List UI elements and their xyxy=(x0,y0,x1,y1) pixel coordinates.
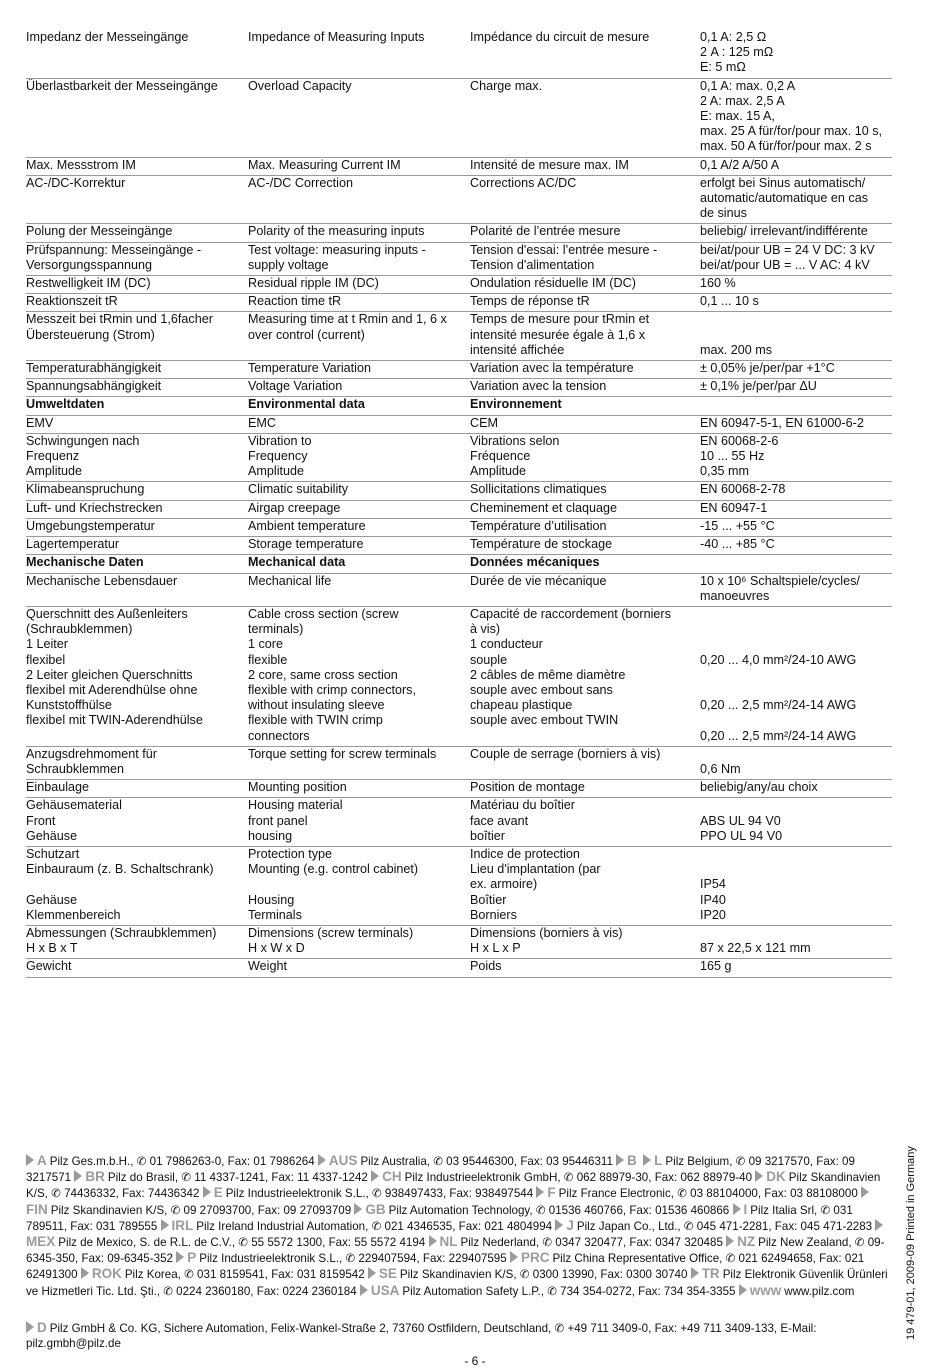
label-en: Mechanical data xyxy=(248,555,470,573)
label-en: Temperature Variation xyxy=(248,361,470,379)
country-code: TR xyxy=(701,1266,720,1282)
label-fr: Cheminement et claquage xyxy=(470,500,700,518)
label-fr: Poids xyxy=(470,959,700,977)
label-de: Gewicht xyxy=(26,959,248,977)
value: beliebig/any/au choix xyxy=(700,780,892,798)
contact-text: Pilz Korea, ✆ 031 8159541, Fax: 031 8159542 xyxy=(124,1268,365,1282)
headquarters-text: Pilz GmbH & Co. KG, Sichere Automation, Felix-Wankel-Straße 2, 73760 Ostfildern, Deutschland, ✆ +49 711 3409-0, Fax: +49 711 3409-133, E-Mail: pilz.gmbh@pilz.de xyxy=(26,1322,817,1351)
label-de: Überlastbarkeit der Messeingänge xyxy=(26,78,248,157)
contact-text: Pilz Skandinavien K/S, ✆ 09 27093700, Fax: 09 27093709 xyxy=(50,1203,352,1217)
value: EN 60068-2-78 xyxy=(700,482,892,500)
label-fr: Vibrations selon Fréquence Amplitude xyxy=(470,433,700,482)
country-code: E xyxy=(213,1185,223,1201)
spec-row xyxy=(26,606,892,746)
value: EN 60068-2-6 10 ... 55 Hz 0,35 mm xyxy=(700,433,892,482)
label-en: Impedance of Measuring Inputs xyxy=(248,30,470,78)
value: ± 0,1% je/per/par ΔU xyxy=(700,379,892,397)
label-fr: Impédance du circuit de mesure xyxy=(470,30,700,78)
country-code: J xyxy=(566,1217,574,1233)
country-code: PRC xyxy=(520,1250,550,1266)
country-code: NL xyxy=(439,1234,458,1250)
label-en: Environmental data xyxy=(248,397,470,415)
triangle-icon xyxy=(26,1321,34,1333)
label-en: Housing material front panel housing xyxy=(248,798,470,847)
triangle-icon xyxy=(739,1284,747,1296)
label-fr: Variation avec la tension xyxy=(470,379,700,397)
contact-text: Pilz Italia Srl, ✆ 031 789511, Fax: 031 789555 xyxy=(26,1203,853,1233)
spec-row xyxy=(26,242,892,275)
value: ± 0,05% je/per/par +1°C xyxy=(700,361,892,379)
label-de: Luft- und Kriechstrecken xyxy=(26,500,248,518)
label-de: AC-/DC-Korrektur xyxy=(26,175,248,224)
contact-text: Pilz Australia, ✆ 03 95446300, Fax: 03 95446311 xyxy=(360,1155,613,1168)
contact-text: Pilz New Zealand, ✆ 09- 6345-350, Fax: 09-6345-352 xyxy=(26,1236,885,1266)
triangle-icon xyxy=(875,1219,883,1231)
label-de: Restwelligkeit IM (DC) xyxy=(26,276,248,294)
contact-text: Pilz de Mexico, S. de R.L. de C.V., ✆ 55 5572 1300, Fax: 55 5572 4194 xyxy=(58,1236,426,1250)
label-fr: Ondulation résiduelle IM (DC) xyxy=(470,276,700,294)
label-de: Einbaulage xyxy=(26,780,248,798)
country-code: I xyxy=(743,1201,748,1217)
label-de: EMV xyxy=(26,415,248,433)
label-fr: Position de montage xyxy=(470,780,700,798)
label-de: Mechanische Daten xyxy=(26,555,248,573)
triangle-icon xyxy=(643,1154,651,1166)
country-code: ROK xyxy=(91,1266,122,1282)
label-fr: Matériau du boîtier face avant boîtier xyxy=(470,798,700,847)
country-code: IRL xyxy=(171,1217,194,1233)
spec-row xyxy=(26,157,892,175)
country-code: NZ xyxy=(737,1234,756,1250)
label-de: Klimabeanspruchung xyxy=(26,482,248,500)
contact-text: Pilz Automation Technology, ✆ 01536 460766, Fax: 01536 460866 xyxy=(388,1203,730,1217)
label-fr: Dimensions (borniers à vis) H x L x P xyxy=(470,925,700,958)
spec-row xyxy=(26,798,892,847)
country-code: BR xyxy=(85,1169,105,1185)
contact-text: Pilz Belgium, ✆ 09 3217570, Fax: 09 3217571 xyxy=(26,1155,855,1185)
label-fr: Intensité de mesure max. IM xyxy=(470,157,700,175)
value xyxy=(700,397,892,415)
triangle-icon xyxy=(755,1170,763,1182)
spec-row xyxy=(26,433,892,482)
label-de: Umgebungstemperatur xyxy=(26,518,248,536)
triangle-icon xyxy=(26,1154,34,1166)
spec-row xyxy=(26,294,892,312)
value: 0,1 A: 2,5 Ω 2 A : 125 mΩ E: 5 mΩ xyxy=(700,30,892,78)
contact-text: Pilz Skandinavien K/S, ✆ 74436332, Fax: 74436342 xyxy=(26,1171,881,1201)
spec-row xyxy=(26,361,892,379)
label-fr: Variation avec la température xyxy=(470,361,700,379)
contact-text: Pilz France Electronic, ✆ 03 88104000, Fax: 03 88108000 xyxy=(558,1187,858,1201)
triangle-icon xyxy=(81,1267,89,1279)
contact-text: Pilz do Brasil, ✆ 11 4337-1241, Fax: 11 4337-1242 xyxy=(107,1171,368,1185)
spec-row xyxy=(26,415,892,433)
triangle-icon xyxy=(429,1235,437,1247)
label-de: Prüfspannung: Messeingänge - Versorgungsspannung xyxy=(26,242,248,275)
label-fr: Température d’utilisation xyxy=(470,518,700,536)
value: erfolgt bei Sinus automatisch/ automatic/automatique en cas de sinus xyxy=(700,175,892,224)
triangle-icon xyxy=(861,1186,869,1198)
label-en: Protection type Mounting (e.g. control cabinet) Housing Terminals xyxy=(248,846,470,925)
label-en: Voltage Variation xyxy=(248,379,470,397)
label-de: Messzeit bei tRmin und 1,6facher Übersteuerung (Strom) xyxy=(26,312,248,361)
label-en: Ambient temperature xyxy=(248,518,470,536)
label-de: Umweltdaten xyxy=(26,397,248,415)
spec-row xyxy=(26,276,892,294)
triangle-icon xyxy=(616,1154,624,1166)
label-fr: Capacité de raccordement (borniers à vis) 1 conducteur souple 2 câbles de même diamètre souple avec embout sans chapeau plastique souple avec embout TWIN xyxy=(470,606,700,746)
label-de: Lagertemperatur xyxy=(26,537,248,555)
value: 160 % xyxy=(700,276,892,294)
label-en: Climatic suitability xyxy=(248,482,470,500)
triangle-icon xyxy=(354,1203,362,1215)
spec-row xyxy=(26,175,892,224)
country-code: CH xyxy=(382,1169,402,1185)
page-number: - 6 - xyxy=(464,1354,486,1368)
spec-row xyxy=(26,959,892,977)
spec-row xyxy=(26,537,892,555)
label-de: Querschnitt des Außenleiters (Schraubklemmen) 1 Leiter flexibel 2 Leiter gleichen Querschnitts flexibel mit Aderendhülse ohne Kunststoffhülse flexibel mit TWIN-Aderendhülse xyxy=(26,606,248,746)
country-code: B xyxy=(627,1153,637,1168)
value: EN 60947-1 xyxy=(700,500,892,518)
label-de: Polung der Messeingänge xyxy=(26,224,248,242)
country-code: F xyxy=(547,1185,556,1201)
spec-row xyxy=(26,78,892,157)
triangle-icon xyxy=(368,1267,376,1279)
label-fr: CEM xyxy=(470,415,700,433)
label-fr: Indice de protection Lieu d'implantation (par ex. armoire) Boîtier Borniers xyxy=(470,846,700,925)
triangle-icon xyxy=(536,1186,544,1198)
contact-text: Pilz Elektronik Güvenlik Ürünleri ve Hizmetleri Tic. Ltd. Şti., ✆ 0224 2360180, Fax: 0224 2360184 xyxy=(26,1268,888,1298)
contact-text: Pilz Skandinavien K/S, ✆ 0300 13990, Fax: 0300 30740 xyxy=(399,1268,688,1282)
contact-text: Pilz Industrieelektronik S.L., ✆ 229407594, Fax: 229407595 xyxy=(199,1252,507,1266)
label-en: Reaction time tR xyxy=(248,294,470,312)
value: 87 x 22,5 x 121 mm xyxy=(700,925,892,958)
label-en: Measuring time at t Rmin and 1, 6 x over control (current) xyxy=(248,312,470,361)
value: 0,6 Nm xyxy=(700,746,892,779)
value: 0,20 ... 4,0 mm²/24-10 AWG 0,20 ... 2,5 mm²/24-14 AWG 0,20 ... 2,5 mm²/24-14 AWG xyxy=(700,606,892,746)
triangle-icon xyxy=(203,1186,211,1198)
label-en: Torque setting for screw terminals xyxy=(248,746,470,779)
label-en: Residual ripple IM (DC) xyxy=(248,276,470,294)
value: -15 ... +55 °C xyxy=(700,518,892,536)
label-en: AC-/DC Correction xyxy=(248,175,470,224)
label-de: Gehäusematerial Front Gehäuse xyxy=(26,798,248,847)
value: beliebig/ irrelevant/indifférente xyxy=(700,224,892,242)
value: 0,1 A: max. 0,2 A 2 A: max. 2,5 A E: max. 15 A, max. 25 A für/for/pour max. 10 s, max. 50 A für/for/pour max. 2 s xyxy=(700,78,892,157)
label-en: Mounting position xyxy=(248,780,470,798)
triangle-icon xyxy=(510,1251,518,1263)
label-en: EMC xyxy=(248,415,470,433)
country-code: GB xyxy=(365,1201,386,1217)
contact-text: Pilz Ireland Industrial Automation, ✆ 021 4346535, Fax: 021 4804994 xyxy=(196,1219,553,1233)
country-code: SE xyxy=(378,1266,397,1282)
label-en: Polarity of the measuring inputs xyxy=(248,224,470,242)
country-code: D xyxy=(37,1320,47,1335)
print-info: 19 479-01, 2009-09 Printed in Germany xyxy=(905,1146,917,1340)
value: 0,1 ... 10 s xyxy=(700,294,892,312)
label-de: Schwingungen nach Frequenz Amplitude xyxy=(26,433,248,482)
contact-text: Pilz Nederland, ✆ 0347 320477, Fax: 0347 320485 xyxy=(460,1236,723,1250)
label-en: Overload Capacity xyxy=(248,78,470,157)
value: max. 200 ms xyxy=(700,312,892,361)
value: IP54 IP40 IP20 xyxy=(700,846,892,925)
label-de: Schutzart Einbauraum (z. B. Schaltschrank) Gehäuse Klemmenbereich xyxy=(26,846,248,925)
country-code: FIN xyxy=(26,1201,48,1217)
label-de: Spannungsabhängigkeit xyxy=(26,379,248,397)
label-en: Vibration to Frequency Amplitude xyxy=(248,433,470,482)
country-code: USA xyxy=(370,1282,400,1298)
spec-row xyxy=(26,500,892,518)
label-de: Reaktionszeit tR xyxy=(26,294,248,312)
label-en: Cable cross section (screw terminals) 1 core flexible 2 core, same cross section flexible with crimp connectors, without insulating sleeve flexible with TWIN crimp connectors xyxy=(248,606,470,746)
country-code: L xyxy=(654,1153,663,1168)
country-code: MEX xyxy=(26,1234,56,1250)
label-fr: Température de stockage xyxy=(470,537,700,555)
label-fr: Sollicitations climatiques xyxy=(470,482,700,500)
label-de: Anzugsdrehmoment für Schraubklemmen xyxy=(26,746,248,779)
contact-text: Pilz Japan Co., Ltd., ✆ 045 471-2281, Fax: 045 471-2283 xyxy=(576,1219,873,1233)
value: bei/at/pour UB = 24 V DC: 3 kV bei/at/pour UB = ... V AC: 4 kV xyxy=(700,242,892,275)
label-fr: Données mécaniques xyxy=(470,555,700,573)
label-en: Storage temperature xyxy=(248,537,470,555)
label-en: Weight xyxy=(248,959,470,977)
value: -40 ... +85 °C xyxy=(700,537,892,555)
country-code: DK xyxy=(766,1169,786,1185)
label-fr: Polarité de l’entrée mesure xyxy=(470,224,700,242)
value xyxy=(700,555,892,573)
triangle-icon xyxy=(691,1267,699,1279)
label-en: Max. Measuring Current IM xyxy=(248,157,470,175)
label-fr: Couple de serrage (borniers à vis) xyxy=(470,746,700,779)
country-code: www xyxy=(749,1282,782,1298)
triangle-icon xyxy=(733,1203,741,1215)
label-de: Temperaturabhängigkeit xyxy=(26,361,248,379)
headquarters-address xyxy=(26,1320,892,1351)
label-fr: Temps de réponse tR xyxy=(470,294,700,312)
spec-row xyxy=(26,518,892,536)
label-fr: Tension d'essai: l’entrée mesure - Tension d'alimentation xyxy=(470,242,700,275)
contact-text: www.pilz.com xyxy=(784,1284,855,1298)
contact-addresses xyxy=(26,1153,892,1299)
country-code: P xyxy=(187,1250,197,1266)
spec-row xyxy=(26,746,892,779)
value: 10 x 10⁶ Schaltspiele/cycles/ manoeuvres xyxy=(700,573,892,606)
triangle-icon xyxy=(555,1219,563,1231)
contact-list xyxy=(26,1153,892,1299)
label-de: Max. Messstrom IM xyxy=(26,157,248,175)
contact-text: Pilz Automation Safety L.P., ✆ 734 354-0272, Fax: 734 354-3355 xyxy=(402,1284,736,1298)
spec-row xyxy=(26,780,892,798)
label-fr: Charge max. xyxy=(470,78,700,157)
triangle-icon xyxy=(161,1219,169,1231)
spec-row xyxy=(26,846,892,925)
spec-row xyxy=(26,573,892,606)
label-fr: Corrections AC/DC xyxy=(470,175,700,224)
label-fr: Durée de vie mécanique xyxy=(470,573,700,606)
label-en: Mechanical life xyxy=(248,573,470,606)
value: 165 g xyxy=(700,959,892,977)
technical-data-body xyxy=(26,30,892,977)
value: ABS UL 94 V0 PPO UL 94 V0 xyxy=(700,798,892,847)
country-code: AUS xyxy=(328,1153,358,1168)
spec-row xyxy=(26,224,892,242)
label-en: Dimensions (screw terminals) H x W x D xyxy=(248,925,470,958)
spec-row xyxy=(26,482,892,500)
label-en: Airgap creepage xyxy=(248,500,470,518)
triangle-icon xyxy=(74,1170,82,1182)
contact-text: Pilz Ges.m.b.H., ✆ 01 7986263-0, Fax: 01 7986264 xyxy=(49,1155,315,1168)
spec-row xyxy=(26,30,892,78)
spec-row xyxy=(26,312,892,361)
triangle-icon xyxy=(371,1170,379,1182)
section-header-row xyxy=(26,555,892,573)
triangle-icon xyxy=(318,1154,326,1166)
label-fr: Temps de mesure pour tRmin et intensité mesurée égale à 1,6 x intensité affichée xyxy=(470,312,700,361)
triangle-icon xyxy=(726,1235,734,1247)
country-code: A xyxy=(37,1153,47,1168)
triangle-icon xyxy=(360,1284,368,1296)
section-header-row xyxy=(26,397,892,415)
triangle-icon xyxy=(176,1251,184,1263)
label-en: Test voltage: measuring inputs - supply voltage xyxy=(248,242,470,275)
label-de: Impedanz der Messeingänge xyxy=(26,30,248,78)
value: EN 60947-5-1, EN 61000-6-2 xyxy=(700,415,892,433)
label-de: Mechanische Lebensdauer xyxy=(26,573,248,606)
contact-text: Pilz Industrieelektronik S.L., ✆ 938497433, Fax: 938497544 xyxy=(225,1187,534,1201)
value: 0,1 A/2 A/50 A xyxy=(700,157,892,175)
spec-row xyxy=(26,379,892,397)
spec-row xyxy=(26,925,892,958)
contact-text: Pilz Industrieelektronik GmbH, ✆ 062 88979-30, Fax: 062 88979-40 xyxy=(404,1171,753,1185)
technical-data-table xyxy=(26,30,892,978)
label-de: Abmessungen (Schraubklemmen) H x B x T xyxy=(26,925,248,958)
contact-text: Pilz China Representative Office, ✆ 021 62494658, Fax: 021 62491300 xyxy=(26,1252,865,1282)
label-fr: Environnement xyxy=(470,397,700,415)
